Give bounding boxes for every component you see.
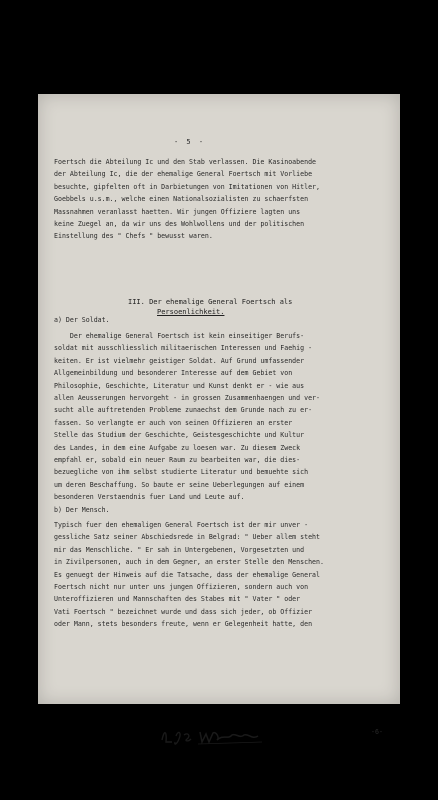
text-line: Vati Foertsch " bezeichnet wurde und dass sich jeder, ob Offizier bbox=[54, 607, 313, 616]
text-line: Massnahmen veranlasst haetten. Wir jungen Offiziere lagten uns bbox=[54, 207, 301, 216]
document-page bbox=[38, 94, 400, 736]
text-line: sucht alle auftretenden Probleme zunaechst dem Grunde nach zu er- bbox=[54, 406, 313, 415]
subheading-soldier: a) Der Soldat. bbox=[54, 316, 110, 324]
text-line: des Landes, in dem eine Aufgabe zu loesen war. Zu diesem Zweck bbox=[54, 443, 301, 452]
section-title-line-2: Persoenlichkeit. bbox=[157, 308, 225, 316]
text-line: keine Zuegel an, da wir uns des Wohlwollens und der politischen bbox=[54, 220, 305, 229]
text-line: oder Mann, stets besonders freute, wenn er Gelegenheit hatte, den bbox=[54, 620, 313, 629]
text-line: allen Aeusserungen hervorgeht - in grossen Zusammenhaengen und ver- bbox=[54, 394, 320, 403]
text-line: mir das Menschliche. " Er sah in Untergebenen, Vorgesetzten und bbox=[54, 545, 305, 554]
next-page-marker: -6- bbox=[371, 728, 383, 736]
text-line: besuchte, gipfelten oft in Darbietungen von Imitationen von Hitler, bbox=[54, 182, 320, 191]
text-line: Foertsch die Abteilung Ic und den Stab verlassen. Die Kasinoabende bbox=[54, 158, 317, 166]
section-title bbox=[128, 297, 292, 317]
text-line: in Zivilpersonen, auch in dem Gegner, an erster Stelle den Menschen. bbox=[54, 558, 324, 567]
text-line: Der ehemalige General Foertsch ist kein einseitiger Berufs- bbox=[54, 332, 305, 340]
text-line: Unteroffizieren und Mannschaften des Stabes mit " Vater " oder bbox=[54, 595, 301, 604]
handwritten-signature bbox=[158, 726, 278, 748]
text-line: keiten. Er ist vielmehr geistiger Soldat. Auf Grund umfassender bbox=[54, 356, 305, 365]
paragraph-1 bbox=[54, 156, 416, 243]
paragraph-3 bbox=[54, 519, 416, 631]
text-line: besonderen Verstaendnis fuer Land und Leute auf. bbox=[54, 493, 245, 502]
text-line: soldat mit ausschliesslich militaerischen Interessen und Faehig - bbox=[54, 344, 313, 353]
text-line: Allgemeinbildung und besonderer Interesse auf dem Gebiet von bbox=[54, 369, 293, 378]
text-line: Stelle das Studium der Geschichte, Geistesgeschichte und Kultur bbox=[54, 431, 305, 440]
text-line: der Abteilung Ic, die der ehemalige General Foertsch mit Vorliebe bbox=[54, 170, 313, 179]
text-line: fassen. So verlangte er auch von seinen Offizieren an erster bbox=[54, 418, 293, 427]
text-line: Goebbels u.s.m., welche einen Nationalsozialisten zu schaerfsten bbox=[54, 195, 309, 204]
text-line: empfahl er, sobald ein neuer Raum zu bearbeiten war, die dies- bbox=[54, 456, 301, 465]
text-line: gessliche Satz seiner Abschiedsrede in Belgrad: " Ueber allem steht bbox=[54, 533, 320, 542]
text-line: Es genuegt der Hinweis auf die Tatsache, dass der ehemalige General bbox=[54, 570, 320, 579]
text-line: Foertsch nicht nur unter uns jungen Offizieren, sondern auch von bbox=[54, 583, 309, 592]
section-title-line-1: III. Der ehemalige General Foertsch als bbox=[128, 298, 293, 306]
text-line: Einstellung des " Chefs " bewusst waren. bbox=[54, 232, 213, 241]
text-line: Philosophie, Geschichte, Literatur und Kunst denkt er - wie aus bbox=[54, 381, 305, 390]
page-number: - 5 - bbox=[174, 138, 206, 146]
subheading-person: b) Der Mensch. bbox=[54, 506, 110, 514]
text-line: um deren Beschaffung. So baute er seine Ueberlegungen auf einem bbox=[54, 480, 305, 489]
paragraph-2 bbox=[54, 330, 416, 504]
text-line: Typisch fuer den ehemaligen General Foertsch ist der mir unver - bbox=[54, 521, 309, 529]
text-line: bezuegliche von ihm selbst studierte Literatur und bemuehte sich bbox=[54, 468, 309, 477]
